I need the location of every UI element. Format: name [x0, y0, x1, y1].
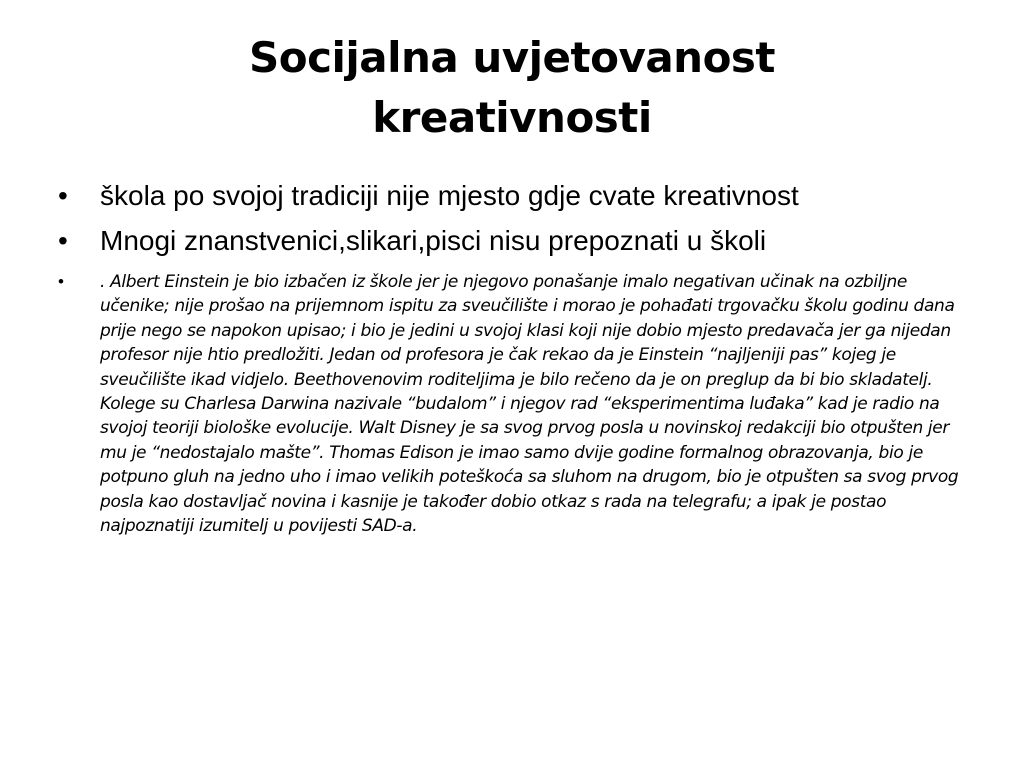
- bullet-item-school-tradition: [58, 180, 978, 211]
- bullet-item-examples: [58, 270, 970, 538]
- bullet-text: škola po svojoj tradiciji nije mjesto gdje cvate kreativnost: [100, 180, 799, 211]
- slide-title: [90, 28, 934, 148]
- bullet-text: Mnogi znanstvenici,slikari,pisci nisu prepoznati u školi: [100, 225, 767, 256]
- slide-title-line-1: Socijalna uvjetovanost: [248, 33, 776, 82]
- bullet-marker-icon: •: [58, 180, 68, 211]
- bullet-list: [58, 180, 978, 538]
- bullet-text: . Albert Einstein je bio izbačen iz škole jer je njegovo ponašanje imalo negativan učinak na ozbiljne učenike; nije prošao na prijemnom ispitu za sveučilište i morao je pohađati trgovačku školu godinu dana prije nego se napokon upisao; i bio je jedini u svojoj klasi koji nije dobio mjesto predavača jer ga nijedan profesor nije htio predložiti. Jedan od profesora je čak rekao da je Einstein “najljeniji pas” kojeg je sveučilište ikad vidjelo. Beethovenovim roditeljima je bilo rečeno da je on preglup da bi bio skladatelj. Kolege su Charlesa Darwina nazivale “budalom” i njegov rad “eksperimentima luđaka” kad je radio na svojoj teoriji biološke evolucije. Walt Disney je sa svog prvog posla u novinskoj redakciji bio otpušten jer mu je “nedostajalo mašte”. Thomas Edison je imao samo dvije godine formalnog obrazovanja, bio je potpuno gluh na jedno uho i imao velikih poteškoća sa sluhom na drugom, bio je otpušten sa svog prvog posla kao dostavljač novina i kasnije je također dobio otkaz s rada na telegrafu; a ipak je postao najpoznatiji izumitelj u povijesti SAD-a.: [100, 272, 959, 537]
- bullet-marker-icon: •: [58, 225, 68, 256]
- slide-title-line-2: kreativnosti: [372, 93, 652, 142]
- bullet-item-unrecognized-talents: [58, 225, 978, 256]
- bullet-marker-icon: •: [58, 272, 64, 291]
